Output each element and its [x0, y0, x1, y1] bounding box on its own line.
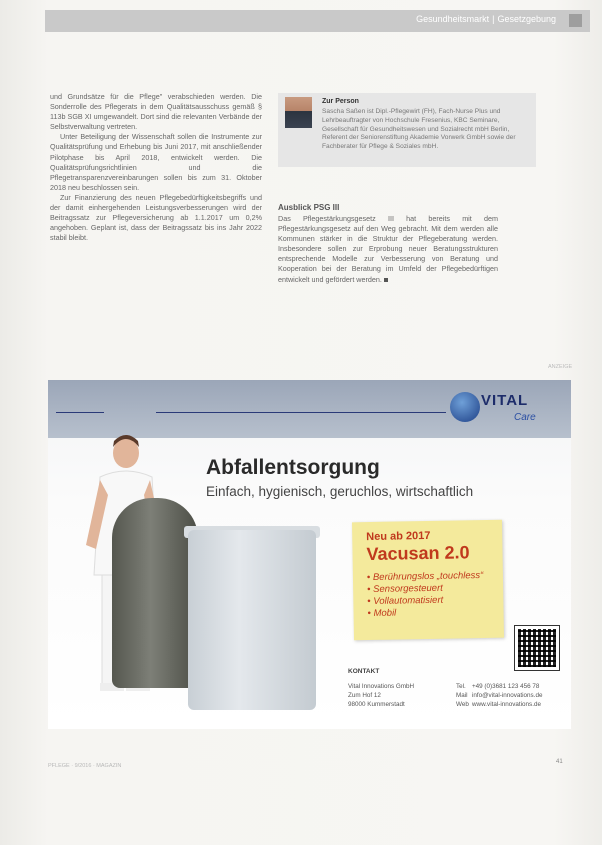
author-box — [278, 93, 536, 167]
qr-code — [514, 625, 560, 671]
contact-values — [472, 682, 542, 709]
feature-item: • Mobil — [367, 606, 484, 620]
ad-title: Abfallentsorgung — [206, 456, 380, 479]
square-icon — [569, 14, 582, 27]
contact-label: Tel. — [456, 683, 466, 690]
feature-list — [367, 570, 484, 620]
advertisement — [48, 380, 571, 729]
brand-logo-text: VITAL — [481, 392, 529, 409]
left-paragraph-3: Zur Finanzierung des neuen Pflegebedürftigkeitsbegriffs und der damit einhergehenden Leistungsverbesserungen wird der Beitragssatz zur Pflegeversicherung ab 1.1.2017 um 0,2% angehoben. Geplant ist, dass der Beitragssatz bis ins Jahr 2022 stabil bleibt. — [50, 192, 262, 243]
end-mark — [384, 278, 388, 282]
author-box-title: Zur Person — [322, 98, 359, 105]
contact-address — [348, 682, 414, 709]
header-subsection: Gesetzgebung — [497, 14, 556, 24]
page-header — [45, 10, 590, 32]
contact-label: Web — [456, 701, 469, 708]
product-note — [352, 520, 504, 641]
globe-icon — [450, 392, 480, 422]
header-breadcrumb: Gesundheitsmarkt | Gesetzgebung — [416, 14, 556, 24]
ad-subtitle: Einfach, hygienisch, geruchlos, wirtschaftlich — [206, 484, 474, 499]
address-line: 98000 Kummerstadt — [348, 701, 405, 708]
contact-email: info@vital-innovations.de — [472, 692, 543, 699]
footer-publication: PFLEGE · 9/2016 · MAGAZIN — [48, 763, 122, 769]
ad-tag: ANZEIGE — [548, 364, 573, 370]
contact-label: Mail — [456, 692, 468, 699]
contact-website: www.vital-innovations.de — [472, 701, 541, 708]
page-number: 41 — [556, 759, 563, 765]
brand-logo-sub: Care — [514, 412, 536, 423]
right-paragraph: Das Pflegestärkungsgesetz III hat bereits mit dem Pflegestärkungsgesetz auf den Weg gebracht. Mit dem werden alle Kommunen stärker in die Struktur der Pflegeberatung werden. Insbesondere sollen zur Erprobung neuer Beratungsstrukturen entsprechende Modelle zur Verbesserung von Beratung und Kooperation bei der Beratung im Umfeld der Pflegebedürftigen entwickelt und gefördert werden. — [278, 214, 498, 284]
product-name: Vacusan 2.0 — [366, 542, 470, 565]
contact-heading: KONTAKT — [348, 668, 380, 675]
address-line: Zum Hof 12 — [348, 692, 381, 699]
author-bio: Sascha Saßen ist Dipl.-Pflegewirt (FH), Fach-Nurse Plus und Lehrbeauftragter von Hochschule Fresenius, KBC Seminare, Gesellschaft für Gesundheitswesen und Sozialrecht mbH Berlin, Referent der Seniorenstiftung Akademie Vorwerk GmbH sowie der Fachberater für Pflege & Soziales mbH. — [322, 108, 516, 151]
contact-labels — [456, 682, 469, 709]
contact-phone: +49 (0)3681 123 456 78 — [472, 683, 540, 690]
left-paragraph-2: Unter Beteiligung der Wissenschaft sollen die Instrumente zur Qualitätsprüfung und Erhebung bis Juni 2017, mit anschließender Pilotphase bis April 2018, entwickelt werden. Die Qualitätsprüfungsrichtlinien und die Pflegetransparenzvereinbarungen sollen bis zum 31. Oktober 2018 neu beschlossen sein. — [50, 132, 262, 192]
feature-item: • Sensorgesteuert — [367, 582, 484, 596]
header-section: Gesundheitsmarkt — [416, 14, 490, 24]
product-new-label: Neu ab 2017 — [366, 529, 431, 544]
address-line: Vital Innovations GmbH — [348, 683, 415, 690]
ad-line-left — [56, 412, 104, 413]
feature-item: • Vollautomatisiert — [367, 594, 484, 608]
author-photo — [285, 97, 312, 128]
left-column — [50, 92, 262, 243]
section-heading: Ausblick PSG III — [278, 203, 340, 212]
ad-line-middle — [156, 412, 446, 413]
feature-item: • Berührungslos „touchless“ — [367, 570, 484, 584]
light-waste-bin — [188, 530, 316, 710]
right-column — [278, 214, 498, 285]
left-paragraph-1: und Grundsätze für die Pflege" verabschieden werden. Die Sonderrolle des Pflegerats in dem Qualitätsausschuss gemäß § 113b SGB XI umgewandelt. Dort sind die relevanten Verbände der Selbstverwaltung vertreten. — [50, 92, 262, 132]
